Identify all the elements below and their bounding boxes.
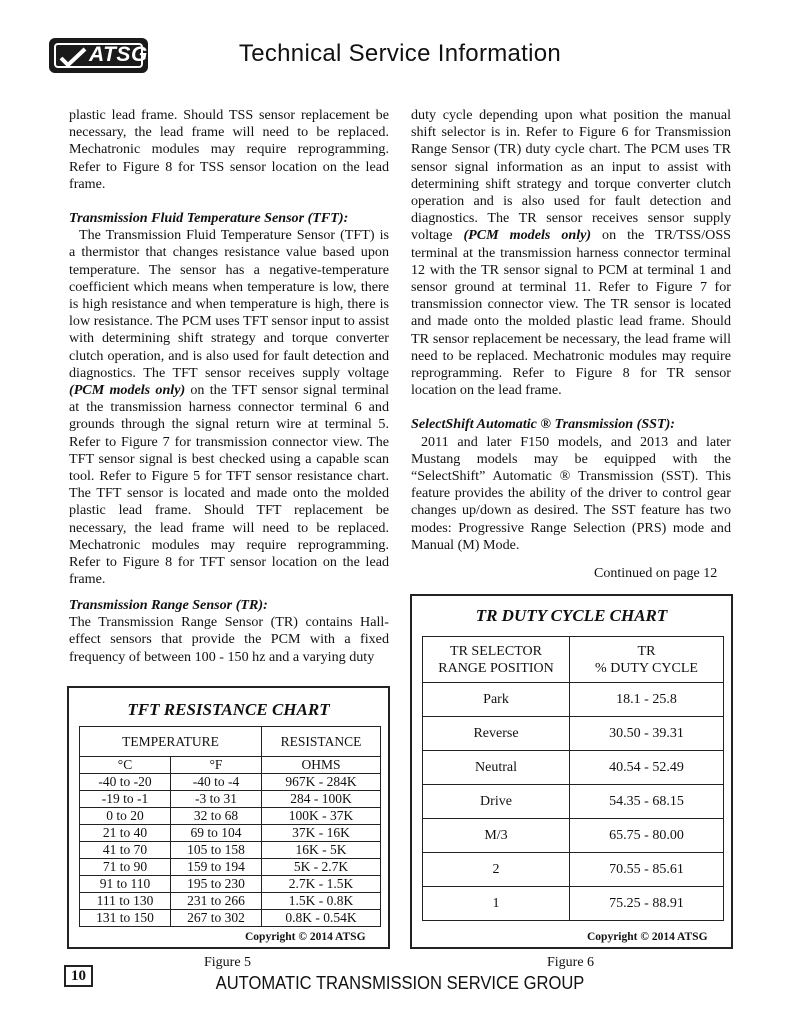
cell-duty: 30.50 - 39.31 xyxy=(570,717,724,751)
cell-ohms: 37K - 16K xyxy=(262,825,381,842)
unit-c: °C xyxy=(80,757,171,774)
cell-f: 159 to 194 xyxy=(171,859,262,876)
cell-ohms: 100K - 37K xyxy=(262,808,381,825)
cell-ohms: 1.5K - 0.8K xyxy=(262,893,381,910)
cell-c: -40 to -20 xyxy=(80,774,171,791)
cell-c: 41 to 70 xyxy=(80,842,171,859)
cell-pos: Park xyxy=(423,683,570,717)
header-resistance: RESISTANCE xyxy=(262,727,381,757)
cell-pos: Reverse xyxy=(423,717,570,751)
paragraph: 2011 and later F150 models, and 2013 and later Mustang models may be equipped with the “SelectShift” Automatic ® Transmission (SST). This feature provides the ability of the driver to control gear changes up/down as desired. The SST feature has two modes: Progressive Range Selection (PRS) mode and Manual (M) Mode. xyxy=(411,433,731,553)
chart-title: TFT RESISTANCE CHART xyxy=(127,700,330,719)
copyright: Copyright © 2014 ATSG xyxy=(245,931,366,943)
table-row xyxy=(80,876,381,893)
cell-ohms: 967K - 284K xyxy=(262,774,381,791)
cell-duty: 75.25 - 88.91 xyxy=(570,887,724,921)
cell-c: 111 to 130 xyxy=(80,893,171,910)
table-row xyxy=(423,853,724,887)
cell-ohms: 5K - 2.7K xyxy=(262,859,381,876)
table-row xyxy=(80,910,381,927)
table-row xyxy=(423,819,724,853)
table-row xyxy=(423,751,724,785)
tr-duty-cycle-chart xyxy=(410,594,733,949)
cell-f: 231 to 266 xyxy=(171,893,262,910)
section-heading-tr: Transmission Range Sensor (TR): xyxy=(69,597,268,613)
cell-pos: Neutral xyxy=(423,751,570,785)
cell-f: 195 to 230 xyxy=(171,876,262,893)
paragraph: The Transmission Range Sensor (TR) contains Hall-effect sensors that provide the PCM with a fixed frequency of between 100 - 150 hz and a varying duty xyxy=(69,614,389,665)
figure-caption: Figure 6 xyxy=(547,955,595,970)
figure-caption: Figure 5 xyxy=(204,955,252,970)
tft-table xyxy=(79,726,381,927)
table-row xyxy=(423,887,724,921)
cell-f: -40 to -4 xyxy=(171,774,262,791)
table-row xyxy=(80,825,381,842)
logo-text: ATSG xyxy=(89,43,148,66)
cell-f: 267 to 302 xyxy=(171,910,262,927)
page-number: 10 xyxy=(64,965,93,987)
table-row xyxy=(80,893,381,910)
left-column xyxy=(69,107,389,588)
header-selector: TR SELECTOR RANGE POSITION xyxy=(423,637,570,683)
cell-ohms: 0.8K - 0.54K xyxy=(262,910,381,927)
cell-pos: M/3 xyxy=(423,819,570,853)
table-row xyxy=(423,717,724,751)
cell-duty: 18.1 - 25.8 xyxy=(570,683,724,717)
cell-c: 91 to 110 xyxy=(80,876,171,893)
unit-ohms: OHMS xyxy=(262,757,381,774)
cell-c: 21 to 40 xyxy=(80,825,171,842)
chart-title: TR DUTY CYCLE CHART xyxy=(475,606,668,625)
header-temperature: TEMPERATURE xyxy=(80,727,262,757)
cell-ohms: 2.7K - 1.5K xyxy=(262,876,381,893)
cell-duty: 70.55 - 85.61 xyxy=(570,853,724,887)
cell-f: -3 to 31 xyxy=(171,791,262,808)
cell-f: 32 to 68 xyxy=(171,808,262,825)
continued-note: Continued on page 12 xyxy=(594,566,718,581)
cell-ohms: 284 - 100K xyxy=(262,791,381,808)
table-row xyxy=(80,842,381,859)
cell-c: 0 to 20 xyxy=(80,808,171,825)
cell-ohms: 16K - 5K xyxy=(262,842,381,859)
footer-org: AUTOMATIC TRANSMISSION SERVICE GROUP xyxy=(215,973,585,993)
cell-c: 131 to 150 xyxy=(80,910,171,927)
table-row xyxy=(80,808,381,825)
paragraph: duty cycle depending upon what position the manual shift selector is in. Refer to Figure 6 for Transmission Range Sensor (TR) duty cycle chart. The PCM uses TR sensor signal information as an input to assist with determining shift strategy and torque converter clutch operation and is also used for fault detection and diagnostics. The TR sensor receives sensor supply voltage (PCM models only) on the TR/TSS/OSS terminal at the transmission harness connector terminal 12 with the TR sensor signal to PCM at terminal 1 and sensor ground at terminal 11. Refer to Figure 7 for transmission connector view. The TR sensor is located and made onto the molded plastic lead frame. Should TR sensor replacement be necessary, the lead frame will need to be replaced. Mechatronic modules may require reprogramming. Refer to Figure 8 for TR sensor location on the lead frame. xyxy=(411,107,731,399)
cell-duty: 54.35 - 68.15 xyxy=(570,785,724,819)
section-heading-sst: SelectShift Automatic ® Transmission (SST): xyxy=(411,416,675,433)
cell-f: 69 to 104 xyxy=(171,825,262,842)
table-row xyxy=(80,859,381,876)
cell-c: -19 to -1 xyxy=(80,791,171,808)
cell-f: 105 to 158 xyxy=(171,842,262,859)
tft-resistance-chart xyxy=(67,686,390,949)
paragraph: The Transmission Fluid Temperature Sensor (TFT) is a thermistor that changes resistance value based upon temperature. The sensor has a negative-temperature coefficient which means when temperature is low, there is high resistance and when temperature is high, there is low resistance. The PCM uses TFT sensor input to assist with determining shift strategy and torque converter clutch operation, and is also used for fault detection and diagnostics. The TFT sensor receives supply voltage (PCM models only) on the TFT sensor signal terminal at the transmission harness connector terminal 6 and grounds through the signal return wire at terminal 5. Refer to Figure 7 for transmission connector view. The TFT sensor signal is best checked using a capable scan tool. Refer to Figure 5 for TFT sensor resistance chart. The TFT sensor is located and made onto the molded plastic lead frame. Should TFT replacement be necessary, the lead frame will need to be replaced. Mechatronic modules may require reprogramming. Refer to Figure 8 for TFT sensor location on the lead frame. xyxy=(69,227,390,588)
cell-duty: 65.75 - 80.00 xyxy=(570,819,724,853)
table-row xyxy=(80,791,381,808)
cell-duty: 40.54 - 52.49 xyxy=(570,751,724,785)
copyright: Copyright © 2014 ATSG xyxy=(587,931,708,943)
page-title: Technical Service Information xyxy=(238,40,562,67)
tr-table xyxy=(422,636,724,921)
table-row xyxy=(80,774,381,791)
unit-f: °F xyxy=(171,757,262,774)
right-column xyxy=(411,107,731,554)
section-heading-tft: Transmission Fluid Temperature Sensor (TFT): xyxy=(69,210,349,227)
table-row xyxy=(423,785,724,819)
cell-pos: Drive xyxy=(423,785,570,819)
cell-pos: 1 xyxy=(423,887,570,921)
header-duty: TR % DUTY CYCLE xyxy=(570,637,724,683)
cell-pos: 2 xyxy=(423,853,570,887)
cell-c: 71 to 90 xyxy=(80,859,171,876)
table-row xyxy=(423,683,724,717)
left-column-lower xyxy=(69,597,389,666)
paragraph: plastic lead frame. Should TSS sensor replacement be necessary, the lead frame will need to be replaced. Mechatronic modules may require reprogramming. Refer to Figure 8 for TSS sensor location on the lead frame. xyxy=(69,107,389,192)
